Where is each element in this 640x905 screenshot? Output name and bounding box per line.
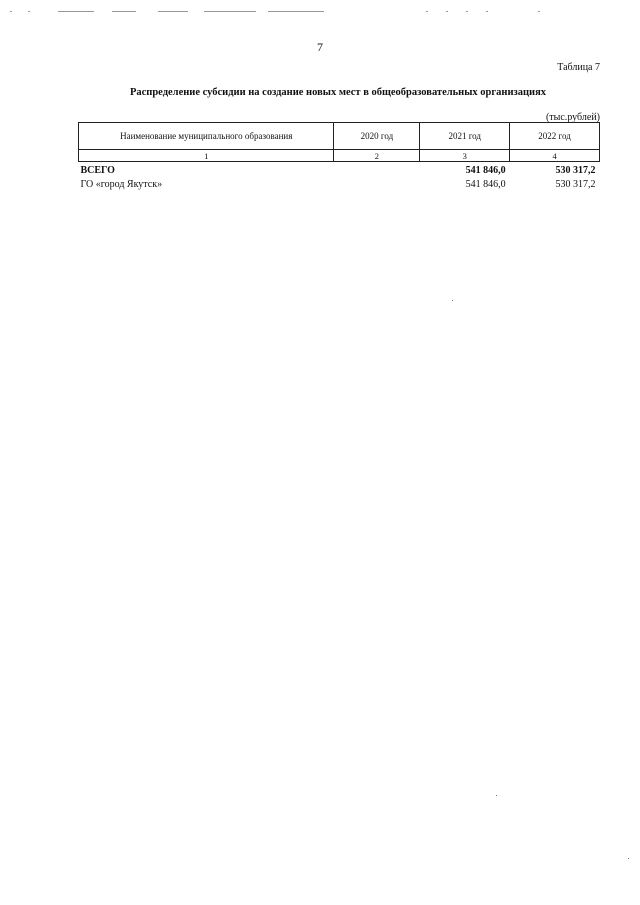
scan-artifact-line <box>0 10 640 14</box>
table-label: Таблица 7 <box>557 62 600 73</box>
page-number: 7 <box>317 40 323 54</box>
value-2022: 530 317,2 <box>555 164 596 176</box>
header-municipality: Наименование муниципального образования <box>79 123 334 150</box>
value-2020 <box>334 162 420 177</box>
column-number: 2 <box>334 150 420 162</box>
column-number: 1 <box>79 150 334 162</box>
scan-speck <box>628 858 629 859</box>
value-2020 <box>334 176 420 190</box>
header-2021: 2021 год <box>420 123 510 150</box>
table-header-row <box>79 123 600 150</box>
scan-speck <box>496 795 497 796</box>
column-number-row <box>79 150 600 162</box>
units-label: (тыс.рублей) <box>545 112 600 123</box>
document-title: Распределение субсидии на создание новых мест в общеобразовательных организациях <box>129 87 547 98</box>
row-name: ГО «город Якутск» <box>80 178 163 190</box>
header-2020: 2020 год <box>334 123 420 150</box>
header-2022: 2022 год <box>510 123 600 150</box>
row-name: ВСЕГО <box>80 164 115 176</box>
table-row <box>79 176 600 190</box>
value-2022: 530 317,2 <box>555 178 596 190</box>
subsidy-table <box>78 122 600 190</box>
scan-speck <box>452 300 453 301</box>
column-number: 4 <box>510 150 600 162</box>
value-2021: 541 846,0 <box>465 164 506 176</box>
value-2021: 541 846,0 <box>465 178 506 190</box>
column-number: 3 <box>420 150 510 162</box>
table-row-total <box>79 162 600 177</box>
